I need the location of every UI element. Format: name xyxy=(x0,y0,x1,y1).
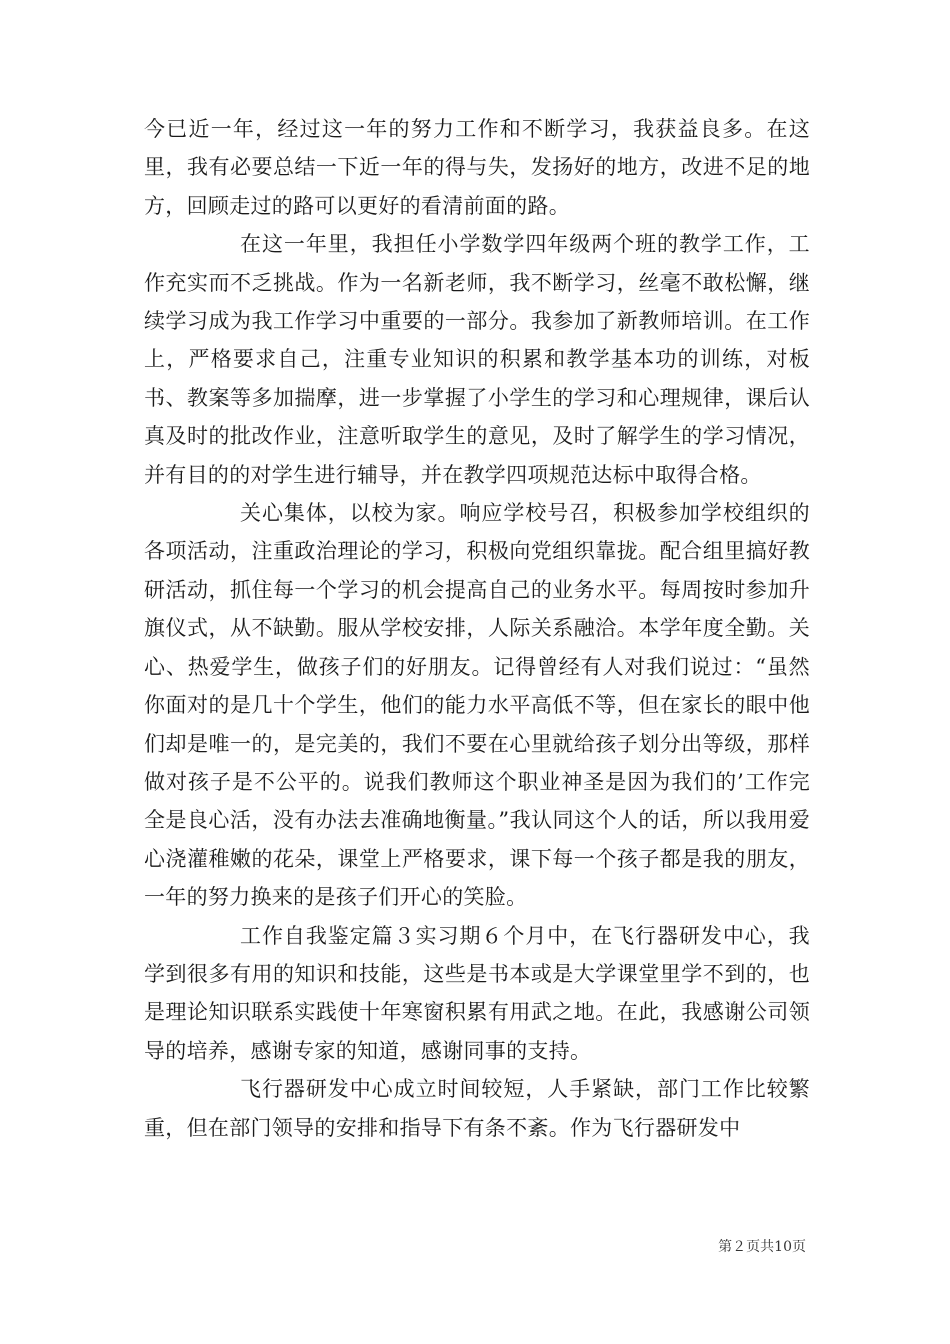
paragraph-4: 工作自我鉴定篇３实习期６个月中，在飞行器研发中心，我学到很多有用的知识和技能，这些是书本或是大学课堂里学不到的，也是理论知识联系实践使十年寒窗积累有用武之地。在此，我感谢公司领导的培养，感谢专家的知道，感谢同事的支持。 xyxy=(144,923,810,1063)
page-number-footer: 第２页共10页 xyxy=(718,1239,806,1255)
paragraph-3: 关心集体，以校为家。响应学校号召，积极参加学校组织的各项活动，注重政治理论的学习，积极向党组织靠拢。配合组里搞好教研活动，抓住每一个学习的机会提高自己的业务水平。每周按时参加升旗仪式，从不缺勤。服从学校安排，人际关系融洽。本学年度全勤。关心、热爱学生，做孩子们的好朋友。记得曾经有人对我们说过：“虽然你面对的是几十个学生，他们的能力水平高低不等，但在家长的眼中他们却是唯一的，是完美的，我们不要在心里就给孩子划分出等级，那样做对孩子是不公平的。说我们教师这个职业神圣是因为我们的’工作完全是良心活，没有办法去准确地衡量。”我认同这个人的话，所以我用爱心浇灌稚嫩的花朵，课堂上严格要求，课下每一个孩子都是我的朋友，一年的努力换来的是孩子们开心的笑脸。 xyxy=(144,501,810,910)
paragraph-2: 在这一年里，我担任小学数学四年级两个班的教学工作，工作充实而不乏挑战。作为一名新老师，我不断学习，丝毫不敢松懈，继续学习成为我工作学习中重要的一部分。我参加了新教师培训。在工作上，严格要求自己，注重专业知识的积累和教学基本功的训练，对板书、教案等多加揣摩，进一步掌握了小学生的学习和心理规律，课后认真及时的批改作业，注意听取学生的意见，及时了解学生的学习情况，并有目的的对学生进行辅导，并在教学四项规范达标中取得合格。 xyxy=(144,232,810,487)
paragraph-5: 飞行器研发中心成立时间较短，人手紧缺，部门工作比较繁重，但在部门领导的安排和指导下有条不紊。作为飞行器研发中 xyxy=(144,1077,810,1140)
document-body xyxy=(144,110,810,1147)
paragraph-1: 今已近一年，经过这一年的努力工作和不断学习，我获益良多。在这里，我有必要总结一下近一年的得与失，发扬好的地方，改进不足的地方，回顾走过的路可以更好的看清前面的路。 xyxy=(144,117,810,218)
